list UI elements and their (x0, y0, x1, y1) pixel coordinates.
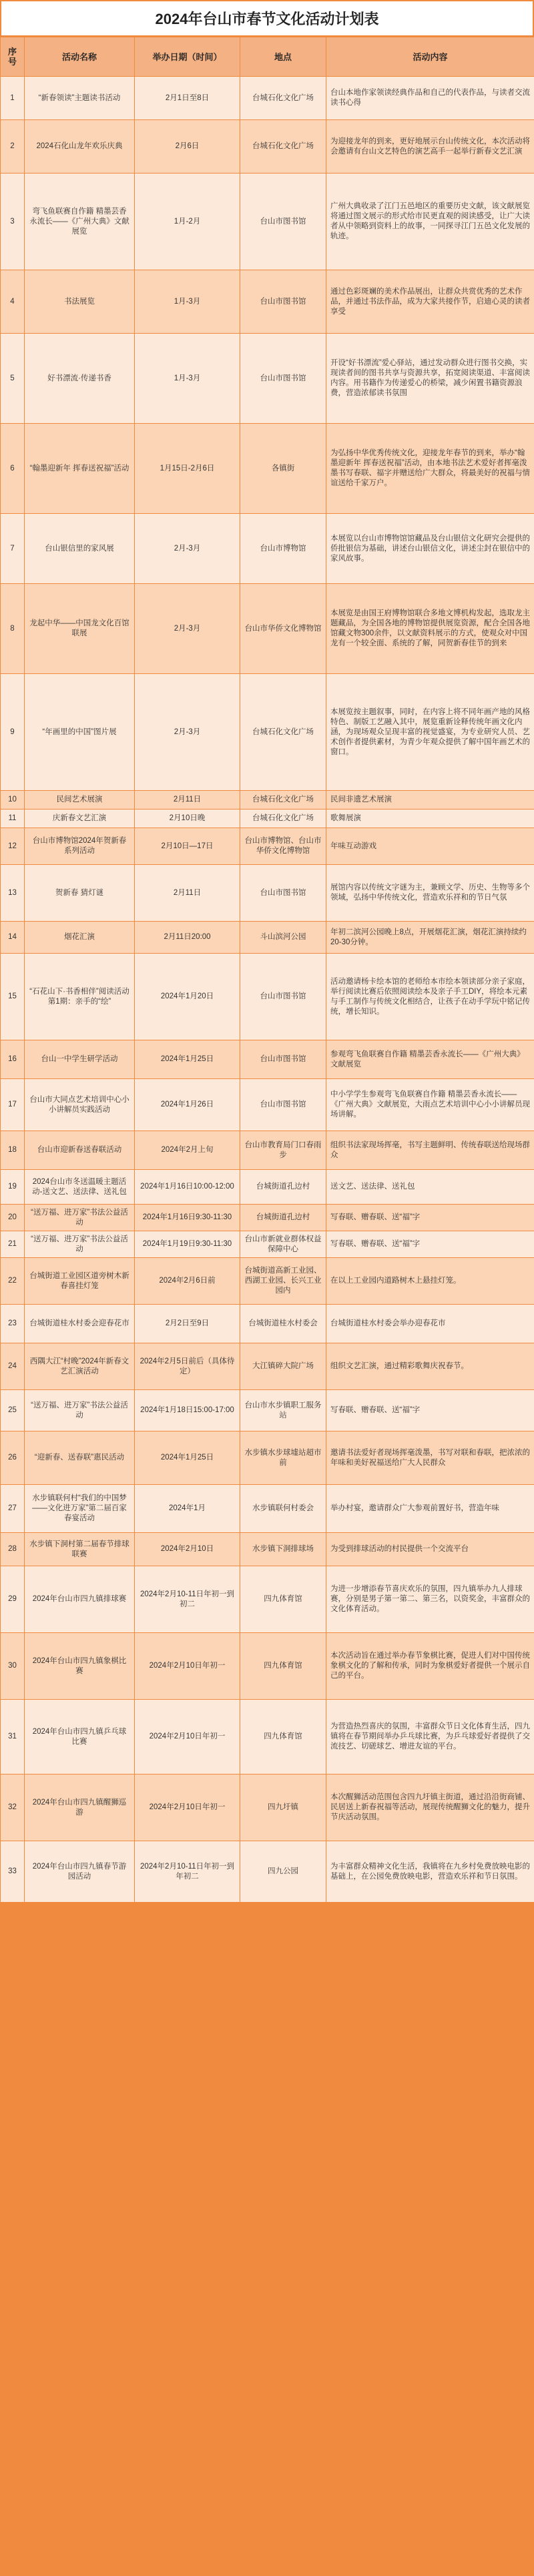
activity-place: 台城石化文化广场 (240, 120, 326, 174)
row-number: 17 (1, 1079, 25, 1131)
header-place: 地点 (240, 37, 326, 77)
row-number: 21 (1, 1231, 25, 1258)
page-title: 2024年台山市春节文化活动计划表 (0, 0, 534, 37)
table-row (1, 424, 534, 514)
activity-place: 台城街道桂水村委会 (240, 1305, 326, 1343)
activity-place: 台城石化文化广场 (240, 77, 326, 120)
activity-name: 弯飞鱼联赛自作籍 精墨芸香永流长——《广州大典》文献展览 (25, 174, 135, 270)
row-number: 13 (1, 865, 25, 922)
activity-date: 1月-2月 (135, 174, 240, 270)
table-row (1, 270, 534, 334)
row-number: 2 (1, 120, 25, 174)
activity-date: 2月10日晚 (135, 810, 240, 828)
activity-place: 台山市图书馆 (240, 954, 326, 1040)
header-date: 举办日期（时间） (135, 37, 240, 77)
table-row (1, 1079, 534, 1131)
activity-content: 展馆内容以传统文字谜为主，兼顾文学、历史、生物等多个领域，弘扬中华传统文化，营造欢乐祥和的节日气氛 (326, 865, 534, 922)
row-number: 30 (1, 1633, 25, 1700)
activity-name: 台山一中学生研学活动 (25, 1040, 135, 1079)
row-number: 9 (1, 674, 25, 791)
activity-date: 2月1日至8日 (135, 77, 240, 120)
activity-place: 台山市新就业群体权益保障中心 (240, 1231, 326, 1258)
activity-date: 2月6日 (135, 120, 240, 174)
activity-place: 台山市华侨文化博物馆 (240, 584, 326, 674)
activity-content: 写春联、赠春联、送“福”字 (326, 1390, 534, 1431)
activity-place: 台山市图书馆 (240, 334, 326, 424)
row-number: 23 (1, 1305, 25, 1343)
activity-date: 2024年2月10日 (135, 1533, 240, 1566)
table-row (1, 120, 534, 174)
activity-date: 1月-3月 (135, 334, 240, 424)
activity-place: 台城街道孔边村 (240, 1205, 326, 1231)
table-row (1, 1343, 534, 1390)
row-number: 26 (1, 1431, 25, 1485)
activity-date: 2024年2月10日年初一 (135, 1775, 240, 1841)
activity-date: 2024年2月上旬 (135, 1131, 240, 1170)
activity-date: 2024年2月10-11日年初一到初二 (135, 1566, 240, 1633)
activity-name: 台山市迎新春送春联活动 (25, 1131, 135, 1170)
activity-content: 通过色彩斑斓的美术作品展出，让群众共赏优秀的艺术作品，并通过书法作品，成为大家共接作节，启迪心灵的读者享受 (326, 270, 534, 334)
row-number: 33 (1, 1841, 25, 1903)
activity-name: 台城街道桂水村委会迎春花市 (25, 1305, 135, 1343)
row-number: 16 (1, 1040, 25, 1079)
activity-date: 1月15日-2月6日 (135, 424, 240, 514)
activity-date: 2024年1月19日9:30-11:30 (135, 1231, 240, 1258)
activity-content: 为进一步增添春节喜庆欢乐的氛围，四九镇举办九人排球赛，分别是男子第一第二、第三名，以资奖金，丰富群众的文化体育活动。 (326, 1566, 534, 1633)
table-row (1, 810, 534, 828)
activity-place: 台山市图书馆 (240, 174, 326, 270)
activity-place: 斗山滨河公园 (240, 922, 326, 954)
activity-content: 参观弯飞鱼联赛自作籍 精墨芸香永流长——《广州大典》文献展览 (326, 1040, 534, 1079)
activity-place: 台城石化文化广场 (240, 674, 326, 791)
row-number: 20 (1, 1205, 25, 1231)
activity-name: 台山银信里的家风展 (25, 514, 135, 584)
activity-name: 龙起中华——中国龙文化百馆联展 (25, 584, 135, 674)
activity-name: 2024年台山市四九镇象棋比赛 (25, 1633, 135, 1700)
activity-content: 年味互动游戏 (326, 828, 534, 865)
activity-place: 台山市图书馆 (240, 1040, 326, 1079)
activity-place: 台山市图书馆 (240, 1079, 326, 1131)
activity-date: 2月10日—17日 (135, 828, 240, 865)
activity-date: 2024年2月10日年初一 (135, 1700, 240, 1775)
row-number: 15 (1, 954, 25, 1040)
activity-place: 台城街道高新工业园、西湖工业园、长兴工业园内 (240, 1258, 326, 1305)
activity-content: 台城街道桂水村委会举办迎春花市 (326, 1305, 534, 1343)
activity-place: 台山市图书馆 (240, 865, 326, 922)
activity-name: “石花山下·书香相伴”阅读活动 第1期：亲手的“绘” (25, 954, 135, 1040)
activity-place: 水步镇水步球墟站超市前 (240, 1431, 326, 1485)
activity-content: 组织文艺汇演，通过精彩歌舞庆祝春节。 (326, 1343, 534, 1390)
activity-content: 为弘扬中华优秀传统文化，迎接龙年春节的到来，举办“翰墨迎新年 挥春送祝福”活动，由本地书法艺术爱好者挥毫泼墨书写春联、福字并赠送给广大群众，将最美好的祝福与情谊送给千家万户。 (326, 424, 534, 514)
activity-place: 各镇街 (240, 424, 326, 514)
table-row (1, 1431, 534, 1485)
table-row (1, 1231, 534, 1258)
table-header (1, 37, 534, 77)
activity-content: 本次醒狮活动范围包含四九圩镇主街道，通过沿沿街商铺、民居送上新春祝福等活动，展现传统醒狮文化的魅力，提升节庆活动氛围。 (326, 1775, 534, 1841)
activity-date: 2024年2月10日年初一 (135, 1633, 240, 1700)
activity-date: 2024年1月16日10:00-12:00 (135, 1170, 240, 1205)
row-number: 10 (1, 791, 25, 810)
activity-content: 邀请书法爱好者现场挥毫泼墨，书写对联和春联，把浓浓的年味和美好祝福送给广大人民群众 (326, 1431, 534, 1485)
row-number: 3 (1, 174, 25, 270)
activity-name: 贺新春 猜灯谜 (25, 865, 135, 922)
activity-content: 本次活动旨在通过举办春节象棋比赛，促进人们对中国传统象棋文化的了解和传承，同时为象棋爱好者提供一个展示自己的平台。 (326, 1633, 534, 1700)
activity-content: 在以上工业园内道路树木上悬挂灯笼。 (326, 1258, 534, 1305)
activity-content: 举办村宴，邀请群众广大参观前置好书，营造年味 (326, 1485, 534, 1533)
activity-name: 水步镇联何村“我们的中国梦——文化进万家”第二届百家春宴活动 (25, 1485, 135, 1533)
table-row (1, 922, 534, 954)
header-no: 序号 (1, 37, 25, 77)
activity-content: 年初二滨河公园晚上8点，开展烟花汇演，烟花汇演持续约20-30分钟。 (326, 922, 534, 954)
table-row (1, 1841, 534, 1903)
activity-name: 2024年台山市四九镇醒狮巡游 (25, 1775, 135, 1841)
activity-name: 2024年台山市四九镇乒乓球比赛 (25, 1700, 135, 1775)
table-row (1, 791, 534, 810)
activity-content: 本展览是由国王府博物馆联合多地文博机构发起，选取龙主题藏品，为全国各地的博物馆提供展览资源，配合全国各地馆藏文物300余件，以文献资料展示的方式，使观众对中国龙有一个较全面、系统的了解，同贺新春佳节的到来 (326, 584, 534, 674)
activity-content: 为受到排球活动的村民提供一个交流平台 (326, 1533, 534, 1566)
activity-table (0, 37, 534, 1903)
row-number: 12 (1, 828, 25, 865)
activity-place: 四九体育馆 (240, 1700, 326, 1775)
activity-name: 民间艺术展演 (25, 791, 135, 810)
activity-date: 2月-3月 (135, 674, 240, 791)
activity-place: 台城石化文化广场 (240, 791, 326, 810)
activity-date: 2月2日至9日 (135, 1305, 240, 1343)
activity-place: 水步镇联何村委会 (240, 1485, 326, 1533)
activity-name: 水步镇下洞村第二届春节排球联赛 (25, 1533, 135, 1566)
activity-place: 台山市博物馆 (240, 514, 326, 584)
row-number: 4 (1, 270, 25, 334)
activity-date: 2024年1月26日 (135, 1079, 240, 1131)
table-row (1, 865, 534, 922)
activity-date: 2024年1月25日 (135, 1040, 240, 1079)
activity-date: 2月11日20:00 (135, 922, 240, 954)
activity-content: 民间非遗艺术展演 (326, 791, 534, 810)
activity-date: 2024年1月 (135, 1485, 240, 1533)
activity-name: “翰墨迎新年 挥春送祝福”活动 (25, 424, 135, 514)
table-row (1, 954, 534, 1040)
row-number: 8 (1, 584, 25, 674)
table-row (1, 77, 534, 120)
table-row (1, 1131, 534, 1170)
table-row (1, 1485, 534, 1533)
activity-date: 2024年1月16日9:30-11:30 (135, 1205, 240, 1231)
row-number: 28 (1, 1533, 25, 1566)
activity-name: 台城街道工业园区道旁树木新春喜挂灯笼 (25, 1258, 135, 1305)
activity-name: 2024石化山龙年欢乐庆典 (25, 120, 135, 174)
activity-place: 台城街道孔边村 (240, 1170, 326, 1205)
activity-date: 2月11日 (135, 791, 240, 810)
table-row (1, 1775, 534, 1841)
activity-place: 台山市教育局门口春雨步 (240, 1131, 326, 1170)
table-row (1, 828, 534, 865)
activity-content: 为迎接龙年的到来，更好地展示台山传统文化，本次活动将会邀请有台山文艺特色的演艺高手一起举行新春文艺汇演 (326, 120, 534, 174)
table-row (1, 674, 534, 791)
activity-content: 歌舞展演 (326, 810, 534, 828)
activity-place: 四九公园 (240, 1841, 326, 1903)
table-row (1, 174, 534, 270)
row-number: 31 (1, 1700, 25, 1775)
table-row (1, 514, 534, 584)
activity-name: 庆新春文艺汇演 (25, 810, 135, 828)
activity-name: 西隅大江“村晚”2024年新春文艺汇演活动 (25, 1343, 135, 1390)
activity-date: 2月11日 (135, 865, 240, 922)
activity-date: 2024年2月6日前 (135, 1258, 240, 1305)
activity-name: 台山市大同点艺术培训中心小小讲解员实践活动 (25, 1079, 135, 1131)
row-number: 7 (1, 514, 25, 584)
activity-name: 2024年台山市四九镇排球赛 (25, 1566, 135, 1633)
activity-date: 2024年1月20日 (135, 954, 240, 1040)
activity-place: 四九圩镇 (240, 1775, 326, 1841)
activity-content: 为丰富群众精神文化生活，我镇将在九乡村免费放映电影的基础上，在公园免费放映电影，营造欢乐祥和节日氛围。 (326, 1841, 534, 1903)
activity-content: 写春联、赠春联、送“福”字 (326, 1205, 534, 1231)
activity-name: “迎新春、送春联”惠民活动 (25, 1431, 135, 1485)
activity-content: 台山本地作家领读经典作品和自己的代表作品，与读者交流读书心得 (326, 77, 534, 120)
activity-name: “送万福、进万家”书法公益活动 (25, 1231, 135, 1258)
header-name: 活动名称 (25, 37, 135, 77)
activity-date: 2月-3月 (135, 514, 240, 584)
activity-content: 本展览以台山市博物馆馆藏品及台山银信文化研究会提供的侨批银信为基础，讲述台山银信文化，讲述尘封在银信中的家风故事。 (326, 514, 534, 584)
table-row (1, 1205, 534, 1231)
table-row (1, 1700, 534, 1775)
activity-content: 广州大典收录了江门五邑地区的重要历史文献，该文献展览将通过图文展示的形式给市民更直观的阅读感受，让广大读者从中领略到资料上的故事，一同探寻江门五邑文化发展的轨迹。 (326, 174, 534, 270)
activity-name: 台山市博物馆2024年贺新春系列活动 (25, 828, 135, 865)
row-number: 24 (1, 1343, 25, 1390)
row-number: 27 (1, 1485, 25, 1533)
table-row (1, 1170, 534, 1205)
activity-place: 台山市博物馆、台山市华侨文化博物馆 (240, 828, 326, 865)
header-row (1, 37, 534, 77)
activity-content: 组织书法家现场挥毫，书写主题鲜明、传统春联送给现场群众 (326, 1131, 534, 1170)
row-number: 32 (1, 1775, 25, 1841)
row-number: 22 (1, 1258, 25, 1305)
activity-date: 2024年1月18日15:00-17:00 (135, 1390, 240, 1431)
table-row (1, 1390, 534, 1431)
table-row (1, 334, 534, 424)
activity-place: 台山市水步镇职工服务站 (240, 1390, 326, 1431)
row-number: 1 (1, 77, 25, 120)
activity-name: “送万福、进万家”书法公益活动 (25, 1205, 135, 1231)
activity-content: 开设“好书漂流”爱心驿站，通过发动群众进行图书交换，实现读者间的图书共享与资源共享，拓宽阅读渠道、丰富阅读内容。用书籍作为传递爱心的桥梁，减少闲置书籍资源浪费，营造浓郁读书氛围 (326, 334, 534, 424)
activity-name: “年画里的中国”图片展 (25, 674, 135, 791)
table-row (1, 1566, 534, 1633)
activity-place: 大江镇碎大院广场 (240, 1343, 326, 1390)
activity-name: “送万福、进万家”书法公益活动 (25, 1390, 135, 1431)
activity-place: 四九体育馆 (240, 1566, 326, 1633)
activity-name: 好书漂流·传递书香 (25, 334, 135, 424)
activity-date: 1月-3月 (135, 270, 240, 334)
activity-name: 2024年台山市四九镇春节游园活动 (25, 1841, 135, 1903)
table-row (1, 1305, 534, 1343)
row-number: 11 (1, 810, 25, 828)
activity-place: 四九体育馆 (240, 1633, 326, 1700)
row-number: 25 (1, 1390, 25, 1431)
activity-date: 2024年2月5日前后（具体待定） (135, 1343, 240, 1390)
row-number: 5 (1, 334, 25, 424)
activity-name: 书法展览 (25, 270, 135, 334)
row-number: 14 (1, 922, 25, 954)
table-row (1, 1040, 534, 1079)
activity-content: 为营造热烈喜庆的氛围，丰富群众节日文化体育生活，四九镇将在春节期间举办乒乓球比赛，为乒乓球爱好者提供了交流技艺、切磋球艺、增进友谊的平台。 (326, 1700, 534, 1775)
table-body (1, 77, 534, 1903)
row-number: 18 (1, 1131, 25, 1170)
table-row (1, 1633, 534, 1700)
activity-name: 2024台山市冬送温暖主题活动-送文艺、送法律、送礼包 (25, 1170, 135, 1205)
row-number: 29 (1, 1566, 25, 1633)
activity-date: 2024年2月10-11日年初一到年初二 (135, 1841, 240, 1903)
activity-content: 活动邀请杨卡绘本馆的老师给本市绘本领读部分亲子家庭，举行阅读比赛后依照阅读绘本及亲子手工DIY，将绘本元素与手工制作与传统文化相结合，让孩子在动手学玩中铭记传统，增长知识。 (326, 954, 534, 1040)
activity-name: “新春领读”主题读书活动 (25, 77, 135, 120)
activity-place: 水步镇下洞排球场 (240, 1533, 326, 1566)
activity-content: 本展览按主题叙事，同时，在内容上将不同年画产地的风格特色、制版工艺融入其中，展览重新诠释传统年画文化内涵，为现场观众呈现丰富的视觉盛宴，为专业研究人员、艺术创作者提供素材，为青少年观众提供了解中国年画艺术的窗口。 (326, 674, 534, 791)
table-row (1, 1258, 534, 1305)
activity-content: 写春联、赠春联、送“福”字 (326, 1231, 534, 1258)
activity-date: 2月-3月 (135, 584, 240, 674)
activity-date: 2024年1月25日 (135, 1431, 240, 1485)
activity-place: 台山市图书馆 (240, 270, 326, 334)
table-row (1, 584, 534, 674)
table-row (1, 1533, 534, 1566)
row-number: 6 (1, 424, 25, 514)
activity-place: 台城石化文化广场 (240, 810, 326, 828)
header-content: 活动内容 (326, 37, 534, 77)
activity-content: 中小学学生参观弯飞鱼联赛自作籍 精墨芸香永流长——《广州大典》文献展览，大雨点艺术培训中心小小讲解员现场讲解。 (326, 1079, 534, 1131)
activity-name: 烟花汇演 (25, 922, 135, 954)
row-number: 19 (1, 1170, 25, 1205)
activity-content: 送文艺、送法律、送礼包 (326, 1170, 534, 1205)
